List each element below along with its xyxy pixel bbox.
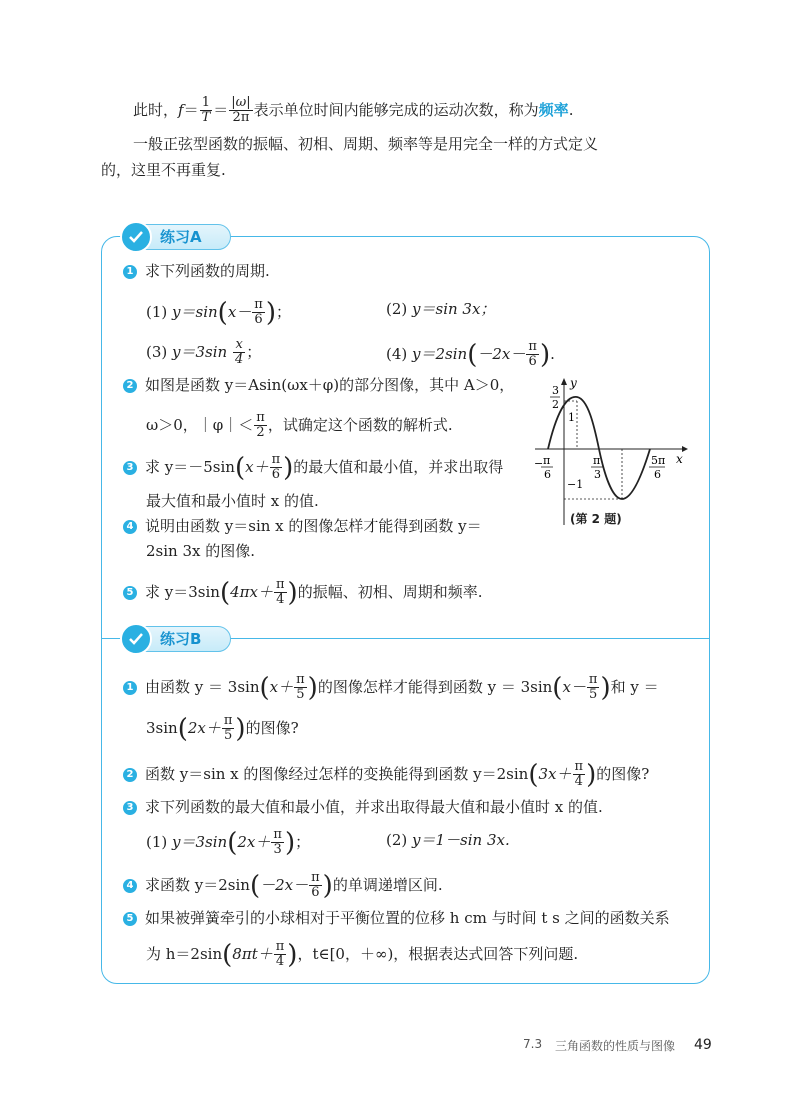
paren-left: ( (234, 452, 246, 483)
frac-den: T (201, 110, 211, 126)
question-number-badge: 2 (123, 379, 137, 393)
question-number-badge: 5 (123, 912, 137, 926)
y-axis-label: y (570, 376, 577, 390)
fraction (222, 714, 235, 744)
expr: y＝3sin (172, 342, 228, 361)
tick-xneg-den: 6 (544, 468, 551, 481)
frac-den: 6 (526, 354, 539, 369)
fraction (270, 453, 283, 483)
expr: －2x－ (260, 875, 309, 894)
b-q2 (123, 760, 649, 790)
fraction (274, 940, 287, 970)
tick-xpi3-den: 3 (594, 468, 601, 481)
b-q4 (123, 871, 443, 901)
question-number-badge: 4 (123, 879, 137, 893)
paren-left: ( (467, 339, 478, 370)
fraction (233, 338, 245, 368)
paren-left: ( (177, 713, 188, 744)
fraction (252, 298, 265, 328)
fraction (309, 871, 322, 901)
paren-right: ) (284, 827, 296, 858)
figure-caption: (第 2 题) (570, 512, 622, 526)
footer-chapter: 三角函数的性质与图像 (555, 1039, 676, 1053)
question-text: 的图像怎样才能得到函数 y ＝ 3sin (317, 677, 553, 696)
intro-prefix: 此时， (133, 100, 179, 119)
tick-x5pi6-num: 5π (651, 454, 666, 467)
tick-y32-num: 3 (552, 384, 559, 397)
question-text: 说明由函数 y＝sin x 的图像怎样才能得到函数 y＝ (145, 517, 482, 535)
a-q4-line1 (123, 519, 482, 534)
footer-section: 7.3 (523, 1037, 543, 1051)
frac-num: π (254, 297, 263, 312)
paren-right: ) (307, 672, 318, 703)
frac-num: x (235, 337, 243, 352)
question-text: 和 y ＝ (610, 677, 659, 696)
checkmark-icon (120, 221, 152, 253)
paren-left: ( (528, 759, 539, 790)
question-number-badge: 3 (123, 461, 137, 475)
expr: y＝sin (172, 302, 218, 321)
intro-line-3: 的，这里不再重复. (101, 161, 226, 179)
b-q3-part2 (386, 833, 510, 848)
period: . (568, 100, 574, 119)
b-q3-part1 (146, 828, 310, 858)
term-frequency: 频率 (538, 100, 569, 119)
f-symbol: f (178, 100, 184, 119)
question-number-badge: 4 (123, 520, 137, 534)
expr: 求 y＝－5sin (145, 457, 235, 476)
expr: －2x－ (477, 344, 526, 363)
paren-left: ( (217, 297, 228, 328)
exercise-a-title: 练习A (160, 228, 202, 246)
frac-den: 5 (587, 687, 600, 702)
question-number-badge: 2 (123, 768, 137, 782)
part-label: (1) (146, 832, 168, 851)
question-text: 求下列函数的最大值和最小值，并求出取得最大值和最小值时 x 的值. (145, 798, 603, 816)
expr: x－ (562, 677, 586, 696)
fraction (274, 578, 287, 608)
tick-xneg-sign: − (534, 457, 544, 470)
frac-num: π (296, 672, 305, 687)
frac-num: π (275, 939, 285, 954)
a-q4-line2: 2sin 3x 的图像. (146, 542, 256, 560)
frac-num: π (256, 410, 265, 425)
frac-num: π (273, 827, 282, 842)
b-q1-line2 (146, 714, 299, 744)
paren-left: ( (222, 939, 233, 970)
question-text: 的单调递增区间. (332, 875, 443, 894)
equals: ＝ (183, 100, 199, 119)
frac-den: 6 (252, 312, 265, 327)
question-text: ，t∈[0，＋∞)，根据表达式回答下列问题. (297, 944, 579, 963)
frac-den: 2 (254, 425, 267, 440)
part-label: (1) (146, 302, 168, 321)
frac-num: |ω| (231, 95, 251, 110)
question-text: 如果被弹簧牵引的小球相对于平衡位置的位移 h cm 与时间 t s 之间的函数关系 (145, 909, 670, 927)
paren-right: ) (283, 452, 294, 483)
fraction (587, 673, 600, 703)
tick-y32-den: 2 (552, 398, 559, 411)
frac-den: 4 (274, 954, 287, 969)
frac-den: 4 (235, 352, 244, 368)
paren-right: ) (586, 759, 597, 790)
expr: y＝1－sin 3x. (412, 831, 510, 849)
fraction (526, 340, 539, 370)
intro-line-1 (133, 96, 573, 126)
a-q1-part1 (146, 298, 291, 328)
paren-right: ) (539, 339, 551, 370)
expr: y＝3sin (172, 832, 228, 851)
frac-num: π (275, 577, 285, 592)
paren-left: ( (259, 672, 270, 703)
expr: x－ (227, 302, 252, 321)
expr: x＋ (245, 457, 269, 476)
b-q5-line2 (146, 940, 578, 970)
expr: 由函数 y ＝ 3sin (145, 677, 260, 696)
fraction (294, 673, 307, 703)
x-axis-arrow (682, 446, 688, 452)
tick-xneg-num: π (543, 454, 551, 467)
expr: x＋ (269, 677, 294, 696)
part-label: (3) (146, 342, 168, 361)
a-q1-part2 (386, 302, 495, 317)
exercise-b-tab (123, 626, 231, 652)
question-number-badge: 1 (123, 681, 137, 695)
question-number-badge: 1 (123, 265, 137, 279)
paren-right: ) (235, 713, 246, 744)
expr: 为 h＝2sin (146, 944, 223, 963)
a-q5 (123, 578, 482, 608)
x-axis-label: x (676, 452, 683, 466)
expr: y＝sin 3x； (412, 300, 496, 318)
sine-curve (548, 397, 650, 499)
exercise-a-tab (123, 224, 231, 250)
frac-den: 5 (222, 728, 235, 743)
paren-right: ) (265, 297, 276, 328)
question-number-badge: 5 (123, 586, 137, 600)
paren-right: ) (287, 577, 298, 608)
frac-num: π (271, 452, 281, 467)
fraction (573, 760, 586, 790)
punct: ； (276, 302, 292, 321)
frac-den: 4 (274, 592, 287, 607)
b-q5-line1 (123, 911, 670, 926)
y-axis-arrow (561, 378, 567, 385)
tick-ym1: −1 (567, 478, 584, 491)
checkmark-icon (120, 623, 152, 655)
page-number: 49 (694, 1037, 712, 1053)
expr: 求 y＝3sin (145, 582, 220, 601)
expr: 8πt＋ (232, 944, 273, 963)
question-text: 求下列函数的周期. (145, 262, 270, 280)
tick-y1: 1 (568, 411, 575, 424)
a-q3-line2: 最大值和最小值时 x 的值. (146, 492, 319, 510)
a-q1-part4 (386, 340, 555, 370)
frac-den: 5 (294, 687, 307, 702)
frac-den: 2π (229, 110, 252, 125)
frac-num: π (588, 672, 598, 687)
b-q1-line1 (123, 673, 659, 703)
part-label: (2) (386, 831, 408, 849)
frac-den: 4 (573, 774, 586, 789)
expr: 2x＋ (187, 718, 221, 737)
paren-left: ( (249, 870, 261, 901)
a-q3-line1 (123, 453, 503, 483)
tick-xpi3-num: π (593, 454, 601, 467)
frac-den: 6 (309, 885, 322, 900)
paren-left: ( (552, 672, 563, 703)
punct: . (550, 344, 555, 363)
paren-left: ( (227, 827, 238, 858)
question-text: 函数 y＝sin x 的图像经过怎样的变换能得到函数 y＝2sin (145, 764, 529, 783)
fraction-1-over-t (200, 96, 213, 126)
question-number-badge: 3 (123, 801, 137, 815)
a-q2-line1 (123, 378, 514, 393)
expr: 3sin (146, 718, 178, 737)
intro-line-2: 一般正弦型函数的振幅、初相、周期、频率等是用完全一样的方式定义 (133, 135, 599, 153)
expr: ω＞0，｜φ｜＜ (146, 415, 254, 434)
paren-right: ) (600, 672, 611, 703)
part-label: (2) (386, 300, 408, 318)
frac-num: π (223, 713, 233, 728)
a-q2-line2 (146, 411, 453, 441)
paren-left: ( (219, 577, 231, 608)
frac-num: π (574, 759, 584, 774)
intro-suffix: 表示单位时间内能够完成的运动次数，称为 (253, 100, 539, 119)
part-label: (4) (386, 344, 408, 363)
question-text: 的图像? (245, 718, 299, 737)
question-text: ，试确定这个函数的解析式. (267, 415, 453, 434)
question-text: 求函数 y＝2sin (145, 875, 250, 894)
sine-graph-figure (530, 375, 690, 530)
expr: 2x＋ (237, 832, 271, 851)
a-q1 (123, 264, 270, 279)
expr: 3x＋ (538, 764, 572, 783)
frac-num: π (311, 870, 320, 885)
expr: y＝2sin (412, 344, 468, 363)
a-q1-part3 (146, 338, 261, 368)
punct: ； (295, 832, 311, 851)
b-q3 (123, 800, 603, 815)
equals: ＝ (213, 100, 229, 119)
fraction-omega-over-2pi (229, 96, 252, 126)
question-text: 如图是函数 y＝Asin(ωx＋φ)的部分图像，其中 A＞0， (145, 376, 515, 394)
paren-right: ) (287, 939, 298, 970)
frac-num: 1 (201, 95, 211, 110)
expr: 4πx＋ (230, 582, 273, 601)
frac-den: 3 (271, 842, 284, 857)
question-text: 的振幅、初相、周期和频率. (297, 582, 483, 601)
punct: ； (246, 342, 262, 361)
tick-x5pi6-den: 6 (654, 468, 661, 481)
question-text: 的最大值和最小值，并求出取得 (293, 457, 504, 476)
question-text: 的图像? (596, 764, 650, 783)
exercise-b-title: 练习B (160, 630, 202, 648)
fraction (271, 828, 284, 858)
fraction (254, 411, 267, 441)
frac-den: 6 (270, 467, 283, 482)
paren-right: ) (322, 870, 333, 901)
frac-num: π (528, 339, 537, 354)
